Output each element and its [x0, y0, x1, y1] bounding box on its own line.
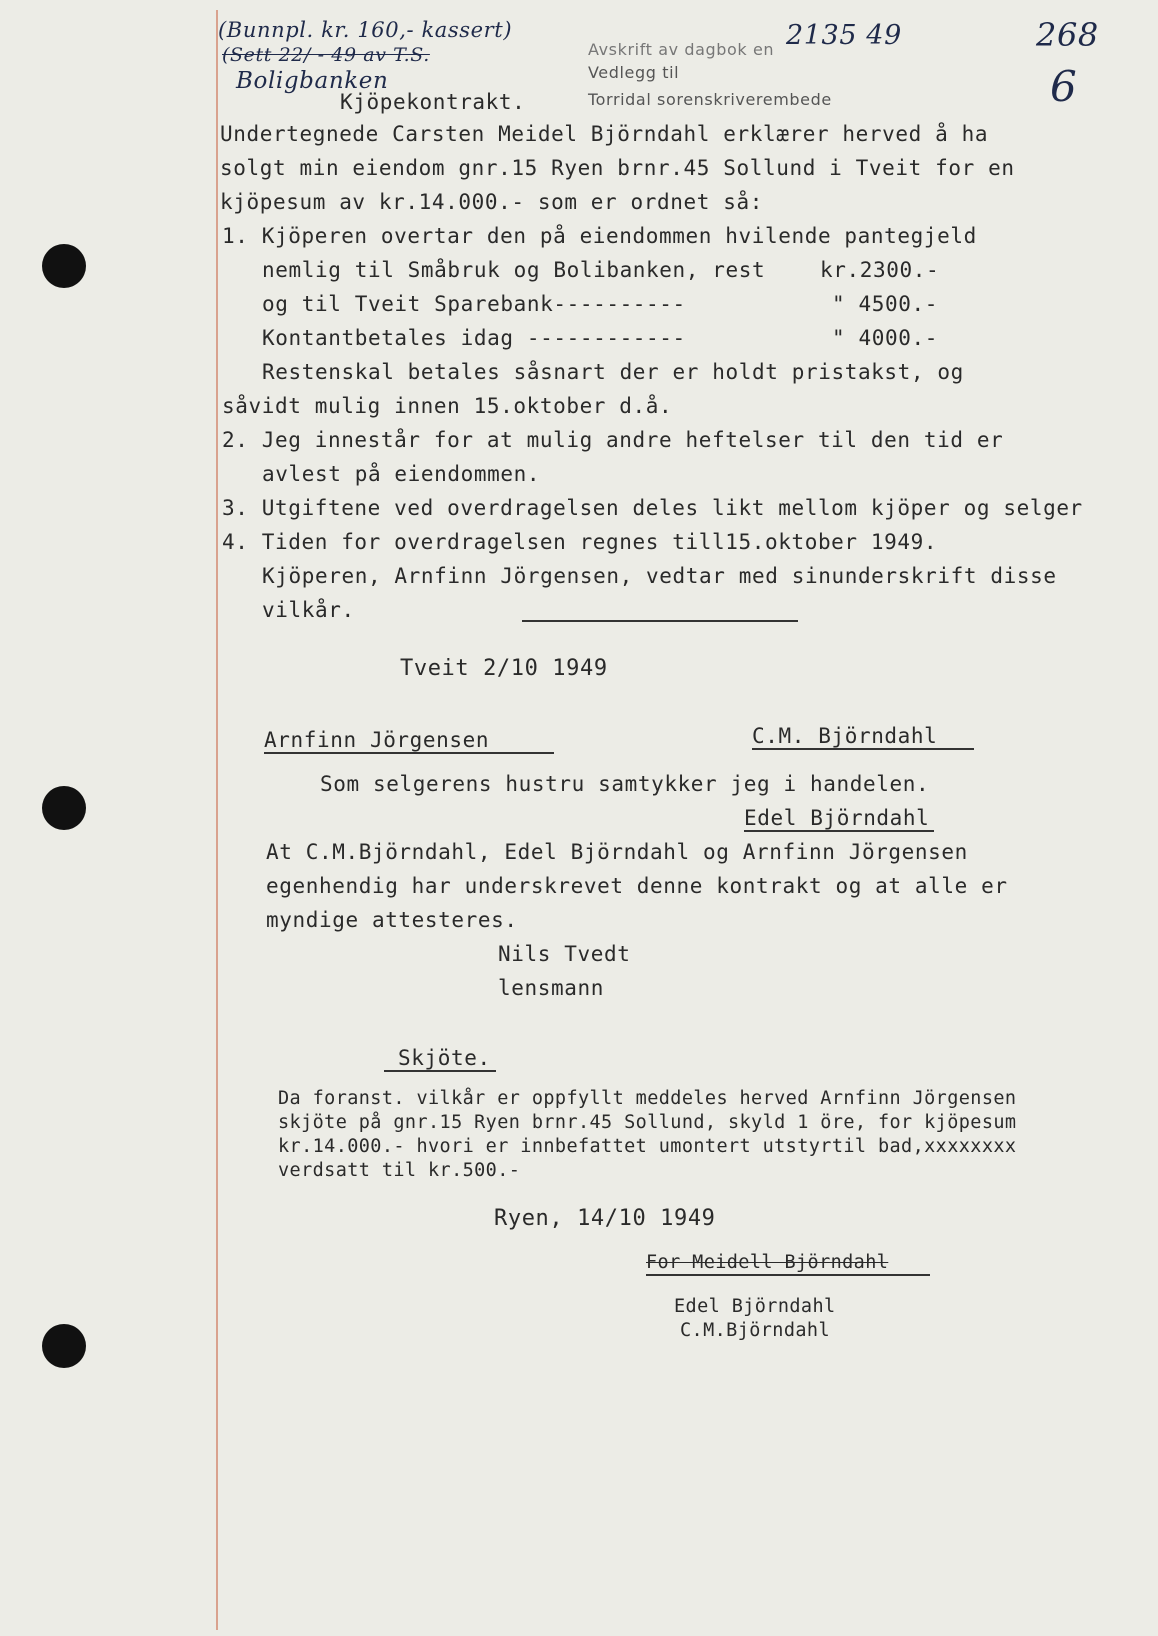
item1-amount-2: " 4500.-: [832, 292, 938, 316]
signature-wife: Edel Björndahl: [744, 806, 930, 830]
wife-consent: Som selgerens hustru samtykker jeg i handelen.: [320, 772, 930, 796]
item2-line-2: avlest på eiendommen.: [262, 462, 541, 486]
margin-note-3: Boligbanken: [236, 68, 389, 94]
deed-line-1: Da foranst. vilkår er oppfyllt meddeles herved Arnfinn Jörgensen: [278, 1088, 1017, 1109]
binder-hole-middle: [42, 786, 86, 830]
attest-title: lensmann: [498, 976, 604, 1000]
intro-line-2: solgt min eiendom gnr.15 Ryen brnr.45 Sollund i Tveit for en: [220, 156, 1015, 180]
margin-rule: [216, 10, 218, 1630]
page-mark: 6: [1050, 62, 1078, 111]
page-number: 268: [1036, 16, 1099, 54]
attest-line-1: At C.M.Björndahl, Edel Björndahl og Arnfinn Jörgensen: [266, 840, 968, 864]
deed-signature-2: C.M.Björndahl: [680, 1320, 830, 1341]
margin-note-1: (Bunnpl. kr. 160,- kassert): [218, 18, 513, 42]
signature-buyer-underline: [264, 752, 554, 754]
item1-line-6: såvidt mulig innen 15.oktober d.å.: [222, 394, 673, 418]
attest-line-3: myndige attesteres.: [266, 908, 518, 932]
stamp-line-2: Vedlegg til: [588, 63, 680, 82]
separator-line: [522, 620, 798, 622]
stamp-line-3: Torridal sorenskriverembede: [588, 90, 832, 109]
margin-note-2: (Sett 22/ - 49 av T.S.: [222, 44, 430, 66]
intro-line-1: Undertegnede Carsten Meidel Björndahl erklærer herved å ha: [220, 122, 989, 146]
struck-signature: For Meidell Björndahl: [646, 1252, 889, 1273]
signature-buyer: Arnfinn Jörgensen: [264, 728, 490, 752]
item1-amount-3: " 4000.-: [832, 326, 938, 350]
binder-hole-bottom: [42, 1324, 86, 1368]
item1-line-4: Kontantbetales idag ------------: [262, 326, 686, 350]
deed-signature-1: Edel Björndahl: [674, 1296, 836, 1317]
contract-place-date: Tveit 2/10 1949: [400, 656, 608, 681]
item1-line-2: nemlig til Småbruk og Bolibanken, rest: [262, 258, 766, 282]
stamp-line-1: Avskrift av dagbok en: [588, 40, 775, 59]
signature-seller-underline: [752, 748, 974, 750]
registry-number: 2135 49: [786, 20, 902, 51]
deed-title-underline: [384, 1070, 496, 1072]
struck-signature-underline: [646, 1274, 930, 1276]
binder-hole-top: [42, 244, 86, 288]
deed-line-3: kr.14.000.- hvori er innbefattet umontert utstyrtil bad,xxxxxxxx: [278, 1136, 1017, 1157]
contract-title: Kjöpekontrakt.: [340, 90, 526, 114]
intro-line-3: kjöpesum av kr.14.000.- som er ordnet så:: [220, 190, 763, 214]
item1-line-3: og til Tveit Sparebank----------: [262, 292, 686, 316]
item1-line-5: Restenskal betales såsnart der er holdt pristakst, og: [262, 360, 964, 384]
item1-amount-1: kr.2300.-: [820, 258, 940, 282]
buyer-accept-line-1: Kjöperen, Arnfinn Jörgensen, vedtar med sinunderskrift disse: [262, 564, 1057, 588]
item3: 3. Utgiftene ved overdragelsen deles likt mellom kjöper og selger: [222, 496, 1083, 520]
deed-title: Skjöte.: [398, 1046, 491, 1070]
deed-line-2: skjöte på gnr.15 Ryen brnr.45 Sollund, skyld 1 öre, for kjöpesum: [278, 1112, 1017, 1133]
signature-wife-underline: [744, 830, 934, 832]
item1-line-1: 1. Kjöperen overtar den på eiendommen hvilende pantegjeld: [222, 224, 977, 248]
deed-line-4: verdsatt til kr.500.-: [278, 1160, 521, 1181]
signature-seller: C.M. Björndahl: [752, 724, 938, 748]
attest-name: Nils Tvedt: [498, 942, 631, 966]
item2-line-1: 2. Jeg innestår for at mulig andre heftelser til den tid er: [222, 428, 1004, 452]
attest-line-2: egenhendig har underskrevet denne kontrakt og at alle er: [266, 874, 1008, 898]
item4: 4. Tiden for overdragelsen regnes till15.oktober 1949.: [222, 530, 938, 554]
buyer-accept-line-2: vilkår.: [262, 598, 355, 622]
deed-place-date: Ryen, 14/10 1949: [494, 1206, 716, 1231]
